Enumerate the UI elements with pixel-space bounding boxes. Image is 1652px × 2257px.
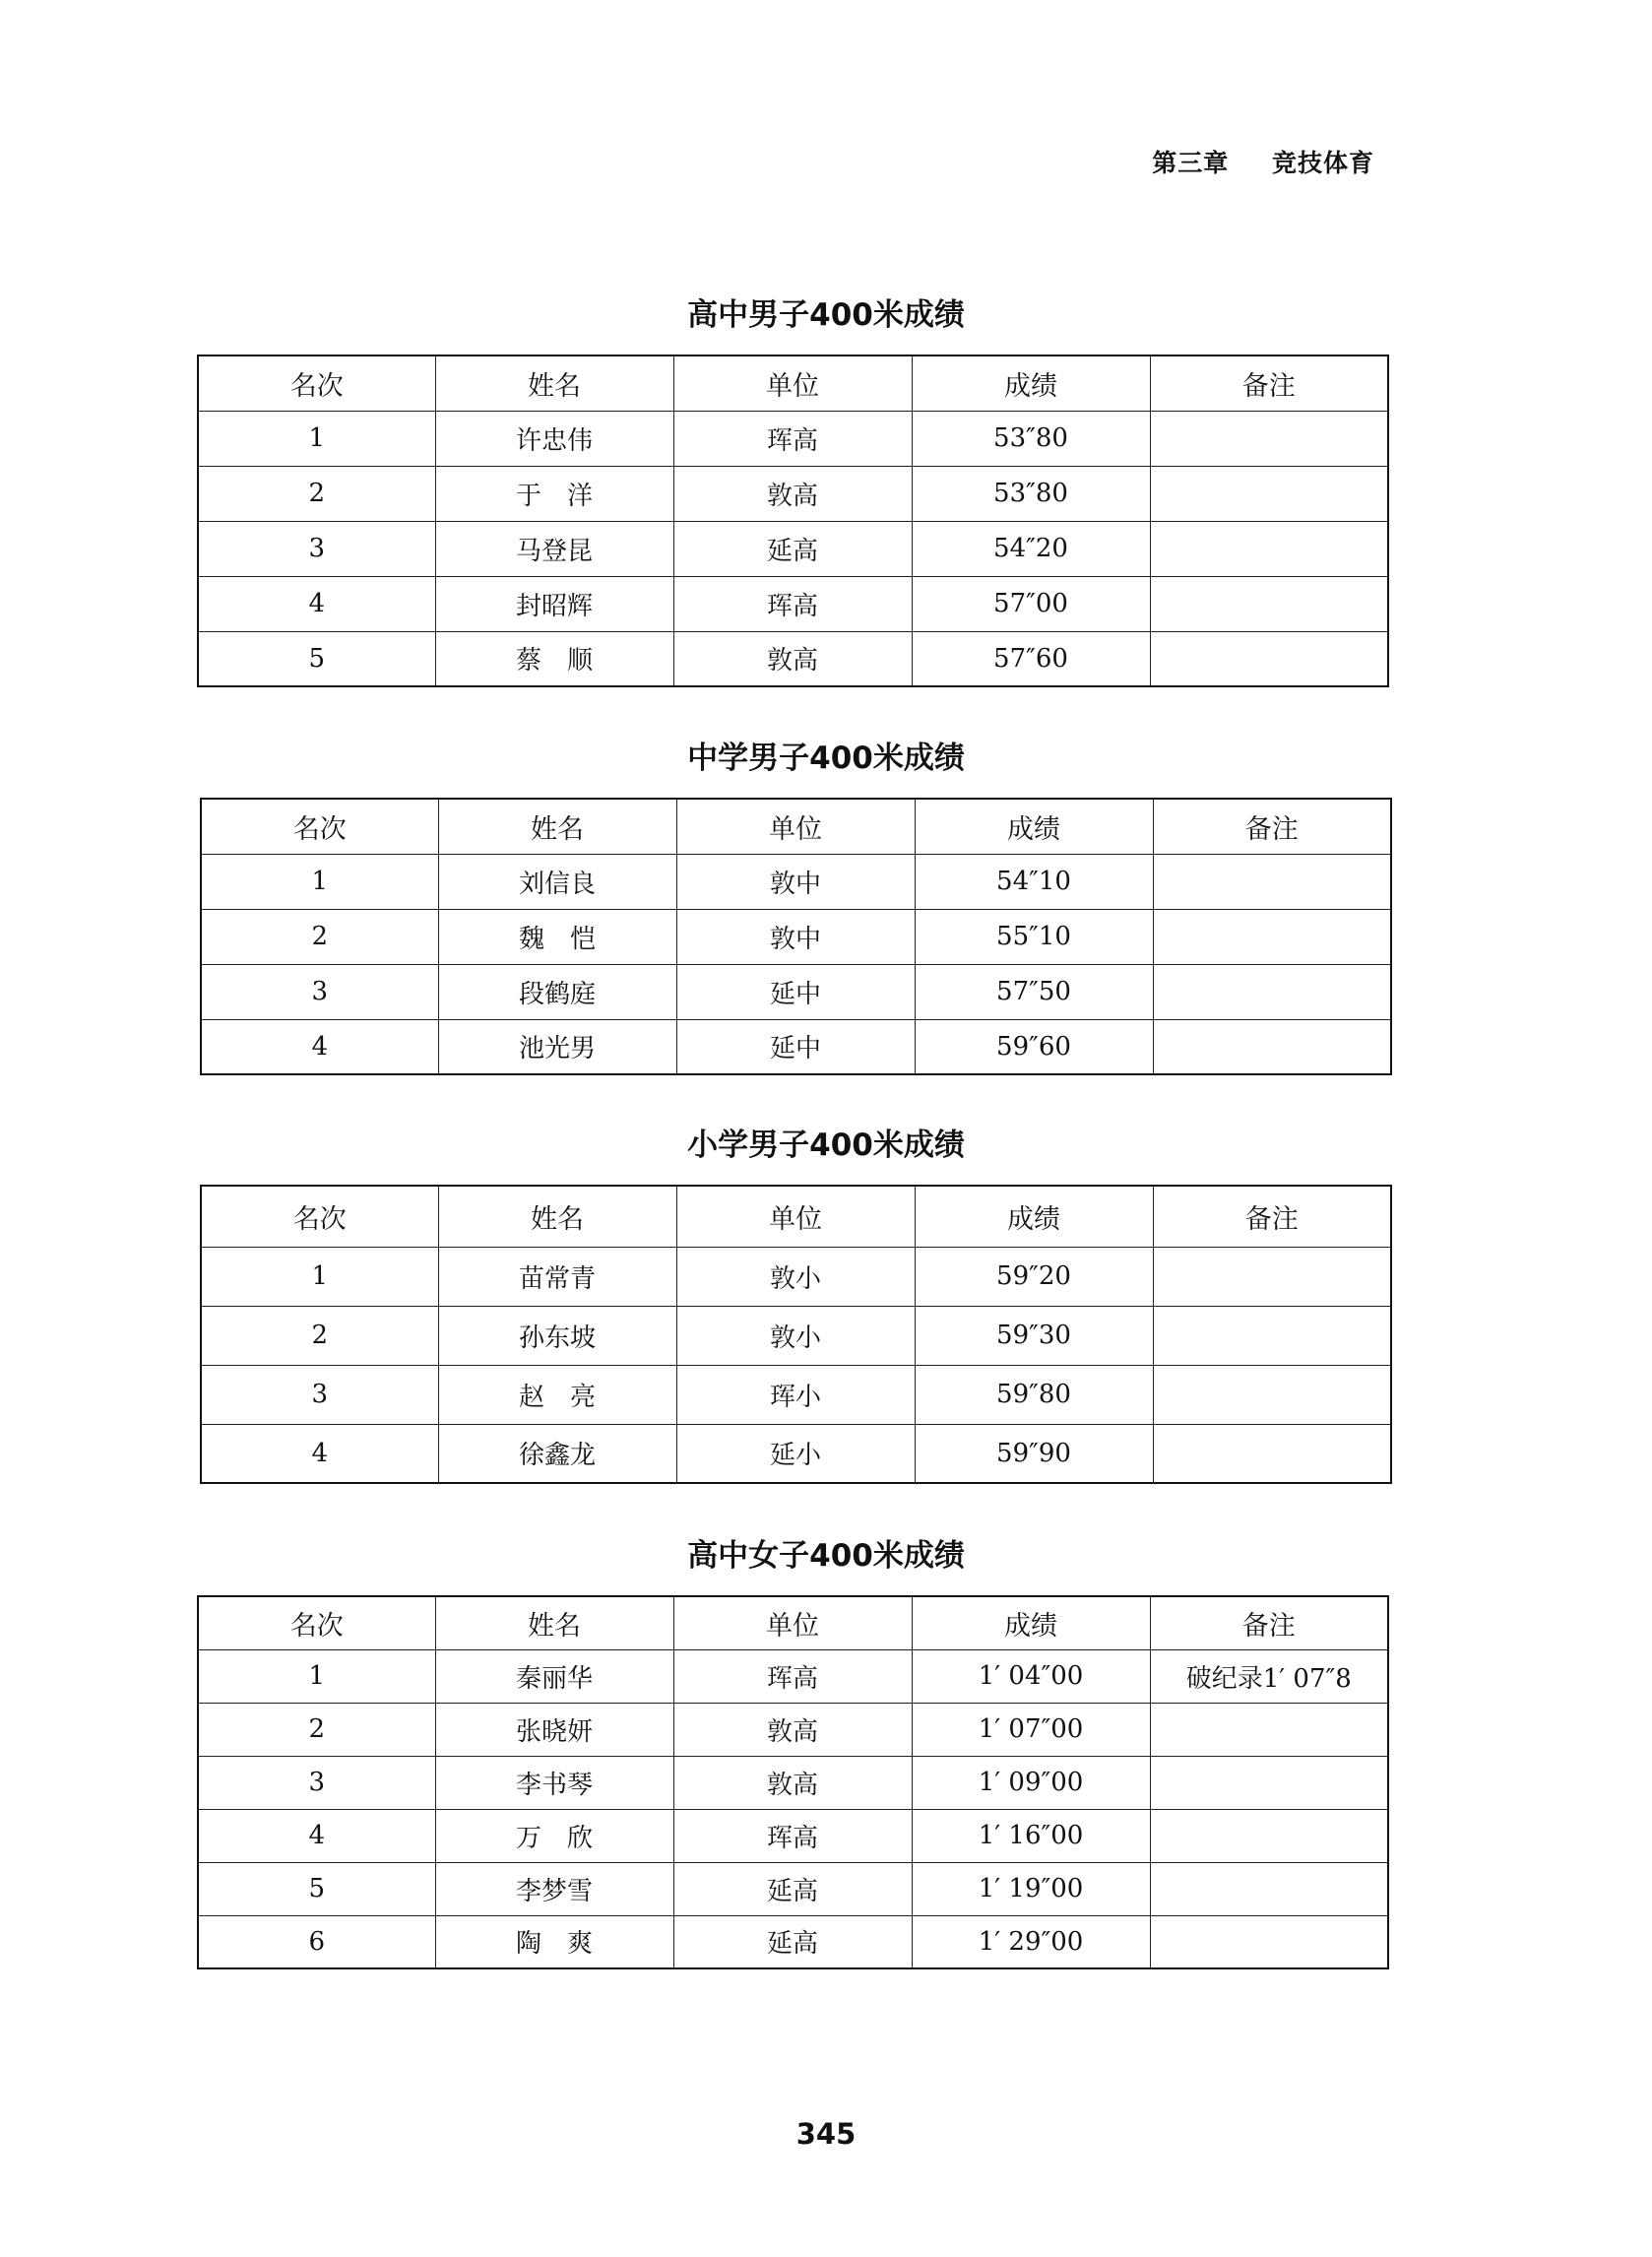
table-cell: 59″80 — [915, 1365, 1153, 1424]
table-title: 小学男子400米成绩 — [687, 1128, 965, 1163]
table-cell: 刘信良 — [438, 854, 676, 909]
table-cell: 1′ 29″00 — [912, 1915, 1150, 1968]
table-cell: 54″10 — [915, 854, 1153, 909]
table-cell: 蔡 顺 — [435, 631, 673, 686]
table-cell: 53″80 — [912, 411, 1150, 466]
table-cell: 3 — [198, 521, 435, 576]
table-cell: 4 — [201, 1019, 438, 1074]
table-header-row — [198, 1596, 1388, 1649]
table-row — [198, 1703, 1388, 1756]
table-cell: 李梦雪 — [435, 1862, 673, 1915]
table-cell: 53″80 — [912, 466, 1150, 521]
table-cell: 2 — [198, 1703, 435, 1756]
table-row — [201, 854, 1391, 909]
table-title: 高中男子400米成绩 — [687, 297, 965, 333]
table-cell: 敦高 — [673, 1756, 912, 1809]
table-cell: 珲高 — [673, 1649, 912, 1703]
column-header: 单位 — [673, 1596, 912, 1649]
table-cell: 1′ 07″00 — [912, 1703, 1150, 1756]
column-header: 名次 — [198, 355, 435, 411]
table-header-row — [201, 1186, 1391, 1247]
table-cell: 57″60 — [912, 631, 1150, 686]
table-cell — [1153, 1365, 1391, 1424]
table-cell: 赵 亮 — [438, 1365, 676, 1424]
table-cell — [1153, 1019, 1391, 1074]
table-cell: 4 — [198, 576, 435, 631]
table-cell: 李书琴 — [435, 1756, 673, 1809]
table-cell: 孙东坡 — [438, 1306, 676, 1365]
table-cell: 延高 — [673, 1915, 912, 1968]
table-cell: 许忠伟 — [435, 411, 673, 466]
table-cell — [1150, 521, 1388, 576]
table-cell: 张晓妍 — [435, 1703, 673, 1756]
table-cell: 3 — [198, 1756, 435, 1809]
chapter-title: 竞技体育 — [1271, 149, 1374, 177]
table-cell: 1′ 09″00 — [912, 1756, 1150, 1809]
table-cell: 敦小 — [676, 1306, 915, 1365]
table-cell: 延中 — [676, 964, 915, 1019]
table-row — [198, 411, 1388, 466]
table-cell: 2 — [201, 909, 438, 964]
table-cell: 徐鑫龙 — [438, 1424, 676, 1483]
table-cell: 6 — [198, 1915, 435, 1968]
table-cell — [1150, 411, 1388, 466]
table-title: 中学男子400米成绩 — [687, 741, 965, 776]
table-row — [198, 1862, 1388, 1915]
table-cell — [1153, 909, 1391, 964]
table-cell: 4 — [198, 1809, 435, 1862]
table-cell: 1 — [201, 854, 438, 909]
table-cell: 敦中 — [676, 854, 915, 909]
column-header: 姓名 — [438, 1186, 676, 1247]
table-cell: 55″10 — [915, 909, 1153, 964]
table-row — [201, 1424, 1391, 1483]
table-cell: 1′ 16″00 — [912, 1809, 1150, 1862]
table-cell: 珲高 — [673, 411, 912, 466]
table-cell: 5 — [198, 1862, 435, 1915]
column-header: 备注 — [1153, 799, 1391, 854]
table-cell: 珲高 — [673, 1809, 912, 1862]
table-cell: 敦高 — [673, 466, 912, 521]
table-cell: 敦中 — [676, 909, 915, 964]
table-row — [198, 1756, 1388, 1809]
table-cell: 珲高 — [673, 576, 912, 631]
table-cell: 珲小 — [676, 1365, 915, 1424]
table-cell: 敦高 — [673, 631, 912, 686]
table-cell — [1150, 1915, 1388, 1968]
results-table — [200, 1185, 1392, 1484]
running-head — [1152, 144, 1374, 179]
table-cell: 敦小 — [676, 1247, 915, 1306]
column-header: 成绩 — [915, 799, 1153, 854]
table-cell: 延高 — [673, 521, 912, 576]
column-header: 备注 — [1153, 1186, 1391, 1247]
table-cell: 59″20 — [915, 1247, 1153, 1306]
table-cell: 封昭辉 — [435, 576, 673, 631]
table-cell: 59″60 — [915, 1019, 1153, 1074]
page-number: 345 — [795, 2117, 857, 2151]
table-cell — [1150, 466, 1388, 521]
table-row — [201, 1247, 1391, 1306]
table-row — [201, 1019, 1391, 1074]
table-title: 高中女子400米成绩 — [687, 1538, 965, 1574]
column-header: 单位 — [676, 1186, 915, 1247]
table-cell: 3 — [201, 1365, 438, 1424]
table-cell: 59″90 — [915, 1424, 1153, 1483]
table-cell: 延高 — [673, 1862, 912, 1915]
table-cell — [1150, 1756, 1388, 1809]
column-header: 名次 — [198, 1596, 435, 1649]
table-cell: 59″30 — [915, 1306, 1153, 1365]
table-row — [201, 1306, 1391, 1365]
table-cell — [1153, 1424, 1391, 1483]
table-cell: 4 — [201, 1424, 438, 1483]
table-cell: 破纪录1′ 07″8 — [1150, 1649, 1388, 1703]
results-table — [200, 798, 1392, 1075]
table-row — [198, 1809, 1388, 1862]
table-cell: 段鹤庭 — [438, 964, 676, 1019]
table-cell: 54″20 — [912, 521, 1150, 576]
column-header: 姓名 — [435, 355, 673, 411]
table-cell: 池光男 — [438, 1019, 676, 1074]
table-cell: 1′ 19″00 — [912, 1862, 1150, 1915]
table-cell — [1153, 964, 1391, 1019]
table-cell: 1′ 04″00 — [912, 1649, 1150, 1703]
table-cell: 延小 — [676, 1424, 915, 1483]
table-cell — [1153, 1247, 1391, 1306]
chapter-label: 第三章 — [1152, 149, 1230, 177]
table-cell: 陶 爽 — [435, 1915, 673, 1968]
table-cell — [1153, 854, 1391, 909]
table-header-row — [198, 355, 1388, 411]
table-cell — [1150, 1809, 1388, 1862]
column-header: 成绩 — [915, 1186, 1153, 1247]
column-header: 备注 — [1150, 355, 1388, 411]
table-cell: 1 — [198, 411, 435, 466]
column-header: 成绩 — [912, 355, 1150, 411]
table-cell — [1153, 1306, 1391, 1365]
table-row — [198, 631, 1388, 686]
table-cell: 2 — [201, 1306, 438, 1365]
table-row — [201, 909, 1391, 964]
table-cell: 马登昆 — [435, 521, 673, 576]
table-cell: 于 洋 — [435, 466, 673, 521]
table-cell — [1150, 1703, 1388, 1756]
table-cell: 57″50 — [915, 964, 1153, 1019]
table-row — [198, 1649, 1388, 1703]
table-cell: 57″00 — [912, 576, 1150, 631]
table-cell: 秦丽华 — [435, 1649, 673, 1703]
results-table — [197, 355, 1389, 687]
table-cell — [1150, 631, 1388, 686]
table-cell: 延中 — [676, 1019, 915, 1074]
table-cell — [1150, 1862, 1388, 1915]
table-cell: 敦高 — [673, 1703, 912, 1756]
results-table — [197, 1595, 1389, 1969]
table-row — [198, 576, 1388, 631]
table-cell: 1 — [201, 1247, 438, 1306]
column-header: 单位 — [673, 355, 912, 411]
table-cell: 2 — [198, 466, 435, 521]
table-row — [198, 521, 1388, 576]
table-cell: 5 — [198, 631, 435, 686]
table-cell: 万 欣 — [435, 1809, 673, 1862]
table-cell: 魏 恺 — [438, 909, 676, 964]
table-row — [201, 964, 1391, 1019]
column-header: 成绩 — [912, 1596, 1150, 1649]
table-cell: 3 — [201, 964, 438, 1019]
column-header: 备注 — [1150, 1596, 1388, 1649]
table-row — [198, 466, 1388, 521]
column-header: 名次 — [201, 799, 438, 854]
table-row — [198, 1915, 1388, 1968]
column-header: 姓名 — [435, 1596, 673, 1649]
table-cell: 苗常青 — [438, 1247, 676, 1306]
table-cell — [1150, 576, 1388, 631]
table-cell: 1 — [198, 1649, 435, 1703]
column-header: 单位 — [676, 799, 915, 854]
table-header-row — [201, 799, 1391, 854]
column-header: 姓名 — [438, 799, 676, 854]
column-header: 名次 — [201, 1186, 438, 1247]
table-row — [201, 1365, 1391, 1424]
